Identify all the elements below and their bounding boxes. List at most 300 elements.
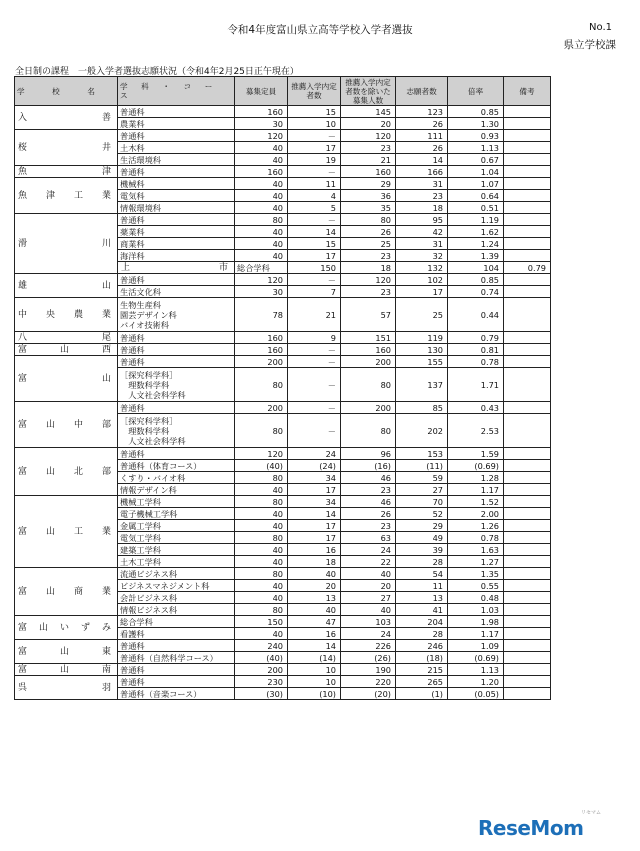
- course-cell: 農業科: [118, 118, 235, 130]
- ratio-cell: 0.85: [448, 106, 504, 118]
- applicants-cell: (11): [396, 460, 448, 472]
- course-line: 生物生産科: [120, 299, 161, 310]
- quota-cell: 160: [235, 332, 288, 344]
- ratio-cell: 1.24: [448, 238, 504, 250]
- recommended-cell: －: [288, 166, 341, 178]
- table-row: [15, 166, 551, 178]
- ratio-cell: 1.04: [448, 166, 504, 178]
- quota-cell: 120: [235, 448, 288, 460]
- net-quota-cell: 21: [341, 154, 396, 166]
- quota-cell: 40: [235, 226, 288, 238]
- notes-cell: [504, 580, 551, 592]
- quota-cell: 40: [235, 202, 288, 214]
- notes-cell: [504, 508, 551, 520]
- net-quota-cell: 63: [341, 532, 396, 544]
- quota-cell: 80: [235, 496, 288, 508]
- course-cell: 電気工学科: [118, 532, 235, 544]
- ratio-cell: 1.03: [448, 604, 504, 616]
- course-cell: [118, 414, 235, 448]
- recommended-cell: 14: [288, 226, 341, 238]
- net-quota-cell: 24: [341, 544, 396, 556]
- table-row: [15, 178, 551, 190]
- quota-cell: 80: [235, 368, 288, 402]
- ratio-cell: 1.28: [448, 472, 504, 484]
- notes-cell: [504, 484, 551, 496]
- applicants-cell: 26: [396, 118, 448, 130]
- course-cell: 普通科: [118, 274, 235, 286]
- net-quota-cell: 96: [341, 448, 396, 460]
- net-quota-cell: 151: [341, 332, 396, 344]
- applicants-cell: 27: [396, 484, 448, 496]
- table-row: [15, 402, 551, 414]
- ratio-cell: 1.35: [448, 568, 504, 580]
- school-name-cell: 入善: [15, 106, 118, 130]
- quota-cell: 230: [235, 676, 288, 688]
- net-quota-cell: 23: [341, 484, 396, 496]
- quota-cell: 40: [235, 154, 288, 166]
- recommended-cell: 17: [288, 520, 341, 532]
- table-row: [15, 664, 551, 676]
- ratio-cell: 1.20: [448, 676, 504, 688]
- school-name-cell: 富山: [15, 356, 118, 402]
- net-quota-cell: 23: [341, 250, 396, 262]
- col-header-notes: 備考: [504, 77, 551, 106]
- recommended-cell: 40: [288, 604, 341, 616]
- school-name-cell: 桜井: [15, 130, 118, 166]
- school-name-cell: 雄山: [15, 274, 118, 298]
- course-cell: 海洋科: [118, 250, 235, 262]
- school-name-cell: 富山中部: [15, 402, 118, 448]
- recommended-cell: 10: [288, 664, 341, 676]
- recommended-cell: 17: [288, 532, 341, 544]
- applicants-cell: 28: [396, 628, 448, 640]
- recommended-cell: 13: [288, 592, 341, 604]
- table-row: [15, 448, 551, 460]
- recommended-cell: 15: [288, 106, 341, 118]
- course-cell: 建築工学科: [118, 544, 235, 556]
- notes-cell: [504, 106, 551, 118]
- recommended-cell: 11: [288, 178, 341, 190]
- applicants-cell: 17: [396, 286, 448, 298]
- course-cell: 総合学科: [118, 616, 235, 628]
- notes-cell: [504, 190, 551, 202]
- table-subtitle: 全日制の課程 一般入学者選抜志願状況（令和4年2月25日正午現在）: [15, 67, 299, 77]
- school-name-cell: 滑川: [15, 214, 118, 274]
- ratio-cell: 1.26: [448, 520, 504, 532]
- school-name-cell: 呉羽: [15, 676, 118, 700]
- net-quota-cell: (20): [341, 688, 396, 700]
- applicants-cell: 32: [396, 250, 448, 262]
- applicants-cell: 49: [396, 532, 448, 544]
- course-cell: 普通科（体育コース）: [118, 460, 235, 472]
- table-row: [15, 214, 551, 226]
- notes-cell: [504, 688, 551, 700]
- ratio-cell: 1.17: [448, 628, 504, 640]
- course-cell: 普通科: [118, 130, 235, 142]
- recommended-cell: －: [288, 130, 341, 142]
- recommended-cell: 16: [288, 628, 341, 640]
- notes-cell: [504, 414, 551, 448]
- table-header-row: [15, 77, 551, 106]
- school-name-cell: 富山商業: [15, 568, 118, 616]
- col-header-net-quota: 推薦入学内定者数を除いた募集人数: [341, 77, 396, 106]
- applicants-cell: 14: [396, 154, 448, 166]
- school-name-cell: 魚津: [15, 166, 118, 178]
- ratio-cell: 1.62: [448, 226, 504, 238]
- ratio-cell: 1.59: [448, 448, 504, 460]
- document-number: No.1: [589, 22, 612, 33]
- net-quota-cell: 23: [341, 520, 396, 532]
- school-name-cell: 八尾: [15, 332, 118, 344]
- ratio-cell: 2.00: [448, 508, 504, 520]
- applicants-cell: 153: [396, 448, 448, 460]
- notes-cell: [504, 356, 551, 368]
- applicants-cell: 54: [396, 568, 448, 580]
- applicants-cell: 52: [396, 508, 448, 520]
- net-quota-cell: 23: [341, 142, 396, 154]
- recommended-cell: －: [288, 274, 341, 286]
- net-quota-cell: 35: [341, 202, 396, 214]
- course-line: 理数科学科: [120, 425, 170, 436]
- net-quota-cell: 103: [341, 616, 396, 628]
- course-cell: 情報環境科: [118, 202, 235, 214]
- school-name-cell: 上市: [118, 262, 235, 274]
- recommended-cell: 24: [288, 448, 341, 460]
- recommended-cell: 20: [288, 580, 341, 592]
- applicants-cell: (18): [396, 652, 448, 664]
- col-header-ratio: 倍率: [448, 77, 504, 106]
- course-cell: 普通科: [118, 402, 235, 414]
- notes-cell: [504, 166, 551, 178]
- net-quota-cell: 145: [341, 106, 396, 118]
- applicants-cell: 119: [396, 332, 448, 344]
- ratio-cell: 1.39: [448, 250, 504, 262]
- ratio-cell: 1.98: [448, 616, 504, 628]
- course-cell: 電子機械工学科: [118, 508, 235, 520]
- quota-cell: 150: [235, 616, 288, 628]
- notes-cell: [504, 616, 551, 628]
- course-cell: 普通科: [118, 356, 235, 368]
- course-line: 園芸デザイン科: [120, 309, 177, 320]
- table-row: [15, 676, 551, 688]
- quota-cell: 80: [235, 532, 288, 544]
- col-header-quota: 募集定員: [235, 77, 288, 106]
- ratio-cell: (0.69): [448, 652, 504, 664]
- applicants-cell: 130: [396, 344, 448, 356]
- net-quota-cell: 160: [341, 166, 396, 178]
- applicants-cell: 29: [396, 520, 448, 532]
- notes-cell: [504, 568, 551, 580]
- course-cell: 情報ビジネス科: [118, 604, 235, 616]
- quota-cell: 40: [235, 250, 288, 262]
- notes-cell: [504, 298, 551, 332]
- quota-cell: 200: [235, 356, 288, 368]
- net-quota-cell: 200: [341, 356, 396, 368]
- notes-cell: [504, 130, 551, 142]
- recommended-cell: 4: [288, 190, 341, 202]
- course-cell: 機械科: [118, 178, 235, 190]
- table-row: [15, 106, 551, 118]
- recommended-cell: (10): [288, 688, 341, 700]
- ratio-cell: 0.55: [448, 580, 504, 592]
- recommended-cell: 10: [288, 676, 341, 688]
- quota-cell: 30: [235, 286, 288, 298]
- notes-cell: [504, 592, 551, 604]
- notes-cell: [504, 664, 551, 676]
- course-cell: 普通科: [118, 332, 235, 344]
- course-cell: くすり・バイオ科: [118, 472, 235, 484]
- net-quota-cell: 57: [341, 298, 396, 332]
- quota-cell: 80: [235, 472, 288, 484]
- course-cell: 普通科: [118, 106, 235, 118]
- recommended-cell: 7: [288, 286, 341, 298]
- recommended-cell: 14: [288, 508, 341, 520]
- course-cell: 土木工学科: [118, 556, 235, 568]
- recommended-cell: 21: [288, 298, 341, 332]
- course-cell: 機械工学科: [118, 496, 235, 508]
- recommended-cell: 19: [288, 154, 341, 166]
- notes-cell: [504, 202, 551, 214]
- net-quota-cell: 40: [341, 568, 396, 580]
- notes-cell: [504, 628, 551, 640]
- applications-table: [14, 76, 551, 700]
- course-line: ［探究科学科］: [120, 369, 178, 380]
- recommended-cell: －: [288, 402, 341, 414]
- course-cell: 普通科: [118, 640, 235, 652]
- table-row: [15, 130, 551, 142]
- quota-cell: 40: [235, 142, 288, 154]
- notes-cell: [504, 250, 551, 262]
- course-cell: 商業科: [118, 238, 235, 250]
- notes-cell: [504, 676, 551, 688]
- ratio-cell: 0.64: [448, 190, 504, 202]
- ratio-cell: 0.85: [448, 274, 504, 286]
- course-cell: 情報デザイン科: [118, 484, 235, 496]
- net-quota-cell: 26: [341, 226, 396, 238]
- table-row: [15, 344, 551, 356]
- quota-cell: 40: [235, 178, 288, 190]
- department-label: 県立学校課: [563, 39, 616, 51]
- applicants-cell: 18: [396, 202, 448, 214]
- notes-cell: [504, 154, 551, 166]
- table-row: [15, 496, 551, 508]
- ratio-cell: 1.27: [448, 556, 504, 568]
- recommended-cell: －: [288, 214, 341, 226]
- quota-cell: 80: [235, 604, 288, 616]
- notes-cell: [504, 640, 551, 652]
- quota-cell: 40: [235, 628, 288, 640]
- ratio-cell: 1.30: [448, 118, 504, 130]
- quota-cell: 80: [235, 414, 288, 448]
- notes-cell: [504, 286, 551, 298]
- course-line: 理数科学科: [120, 379, 170, 390]
- ratio-cell: (0.05): [448, 688, 504, 700]
- notes-cell: [504, 448, 551, 460]
- applicants-cell: 42: [396, 226, 448, 238]
- course-cell: [118, 368, 235, 402]
- quota-cell: 160: [235, 166, 288, 178]
- recommended-cell: 40: [288, 568, 341, 580]
- ratio-cell: 0.74: [448, 286, 504, 298]
- course-cell: 普通科: [118, 664, 235, 676]
- school-name-cell: 魚津工業: [15, 178, 118, 214]
- notes-cell: [504, 178, 551, 190]
- quota-cell: 30: [235, 118, 288, 130]
- recommended-cell: 14: [288, 640, 341, 652]
- net-quota-cell: 40: [341, 604, 396, 616]
- quota-cell: 40: [235, 190, 288, 202]
- school-name-cell: 富山南: [15, 664, 118, 676]
- notes-cell: [504, 544, 551, 556]
- table-row: [15, 356, 551, 368]
- applicants-cell: 25: [396, 298, 448, 332]
- quota-cell: (30): [235, 688, 288, 700]
- course-line: 人文社会科学科: [120, 435, 186, 446]
- recommended-cell: 34: [288, 472, 341, 484]
- recommended-cell: －: [288, 368, 341, 402]
- quota-cell: 160: [235, 344, 288, 356]
- ratio-cell: 0.79: [448, 332, 504, 344]
- recommended-cell: (14): [288, 652, 341, 664]
- quota-cell: 240: [235, 640, 288, 652]
- net-quota-cell: 120: [341, 274, 396, 286]
- net-quota-cell: 20: [341, 580, 396, 592]
- ratio-cell: 0.43: [448, 402, 504, 414]
- school-name-cell: 中央農業: [15, 298, 118, 332]
- table-row: [15, 616, 551, 628]
- applicants-cell: 31: [396, 178, 448, 190]
- net-quota-cell: 22: [341, 556, 396, 568]
- net-quota-cell: 160: [341, 344, 396, 356]
- col-header-applicants: 志願者数: [396, 77, 448, 106]
- quota-cell: 40: [235, 520, 288, 532]
- applicants-cell: 137: [396, 368, 448, 402]
- applicants-cell: 265: [396, 676, 448, 688]
- course-cell: 普通科: [118, 166, 235, 178]
- quota-cell: 80: [235, 214, 288, 226]
- applicants-cell: 246: [396, 640, 448, 652]
- course-cell: 普通科: [118, 344, 235, 356]
- ratio-cell: 1.52: [448, 496, 504, 508]
- course-cell: 看護科: [118, 628, 235, 640]
- course-cell: ビジネスマネジメント科: [118, 580, 235, 592]
- col-header-school: 学 校 名: [15, 77, 118, 106]
- applicants-cell: 11: [396, 580, 448, 592]
- notes-cell: [504, 118, 551, 130]
- net-quota-cell: 80: [341, 368, 396, 402]
- net-quota-cell: 36: [341, 190, 396, 202]
- quota-cell: 40: [235, 508, 288, 520]
- notes-cell: [504, 460, 551, 472]
- table-row: [15, 274, 551, 286]
- net-quota-cell: 220: [341, 676, 396, 688]
- ratio-cell: 0.67: [448, 154, 504, 166]
- school-name-cell: 富山工業: [15, 496, 118, 568]
- net-quota-cell: 25: [341, 238, 396, 250]
- quota-cell: 40: [235, 592, 288, 604]
- recommended-cell: 18: [341, 262, 396, 274]
- applicants-cell: 111: [396, 130, 448, 142]
- recommended-cell: 17: [288, 484, 341, 496]
- course-cell: 会計ビジネス科: [118, 592, 235, 604]
- notes-cell: [504, 496, 551, 508]
- net-quota-cell: 80: [341, 214, 396, 226]
- applicants-cell: 104: [448, 262, 504, 274]
- recommended-cell: －: [288, 344, 341, 356]
- quota-cell: 200: [235, 402, 288, 414]
- applicants-cell: 95: [396, 214, 448, 226]
- recommended-cell: 17: [288, 250, 341, 262]
- school-name-cell: 富山北部: [15, 448, 118, 496]
- course-cell: 土木科: [118, 142, 235, 154]
- ratio-cell: 2.53: [448, 414, 504, 448]
- quota-cell: 160: [235, 106, 288, 118]
- recommended-cell: 17: [288, 142, 341, 154]
- course-cell: 普通科: [118, 448, 235, 460]
- ratio-cell: 0.78: [448, 532, 504, 544]
- quota-cell: 78: [235, 298, 288, 332]
- school-name-cell: 富山西: [15, 344, 118, 356]
- notes-cell: [504, 556, 551, 568]
- recommended-cell: 5: [288, 202, 341, 214]
- net-quota-cell: 23: [341, 286, 396, 298]
- notes-cell: [504, 344, 551, 356]
- net-quota-cell: (26): [341, 652, 396, 664]
- table-row: [15, 640, 551, 652]
- col-header-recommended: 推薦入学内定者数: [288, 77, 341, 106]
- course-cell: 薬業科: [118, 226, 235, 238]
- school-name-cell: 富山東: [15, 640, 118, 664]
- resemom-logo: [478, 812, 628, 842]
- notes-cell: [504, 238, 551, 250]
- recommended-cell: 34: [288, 496, 341, 508]
- applicants-cell: 204: [396, 616, 448, 628]
- quota-cell: 40: [235, 544, 288, 556]
- net-quota-cell: 20: [341, 118, 396, 130]
- net-quota-cell: 26: [341, 508, 396, 520]
- school-name-cell: 富山いずみ: [15, 616, 118, 640]
- net-quota-cell: 46: [341, 472, 396, 484]
- ratio-cell: 0.51: [448, 202, 504, 214]
- course-cell: 総合学科: [235, 262, 288, 274]
- applicants-cell: 23: [396, 190, 448, 202]
- applicants-cell: 70: [396, 496, 448, 508]
- notes-cell: [504, 402, 551, 414]
- notes-cell: [504, 604, 551, 616]
- recommended-cell: 10: [288, 118, 341, 130]
- applicants-cell: (1): [396, 688, 448, 700]
- table-row: [15, 568, 551, 580]
- ratio-cell: 1.17: [448, 484, 504, 496]
- applicants-cell: 31: [396, 238, 448, 250]
- net-quota-cell: 200: [341, 402, 396, 414]
- net-quota-cell: 24: [341, 628, 396, 640]
- ratio-cell: (0.69): [448, 460, 504, 472]
- quota-cell: 40: [235, 556, 288, 568]
- course-line: 人文社会科学科: [120, 389, 186, 400]
- ratio-cell: 0.81: [448, 344, 504, 356]
- notes-cell: [504, 226, 551, 238]
- notes-cell: [504, 368, 551, 402]
- ratio-cell: 1.71: [448, 368, 504, 402]
- ratio-cell: 1.09: [448, 640, 504, 652]
- course-cell: 電気科: [118, 190, 235, 202]
- notes-cell: [504, 274, 551, 286]
- table-body: [15, 106, 551, 700]
- notes-cell: [504, 520, 551, 532]
- notes-cell: [504, 472, 551, 484]
- applicants-cell: 202: [396, 414, 448, 448]
